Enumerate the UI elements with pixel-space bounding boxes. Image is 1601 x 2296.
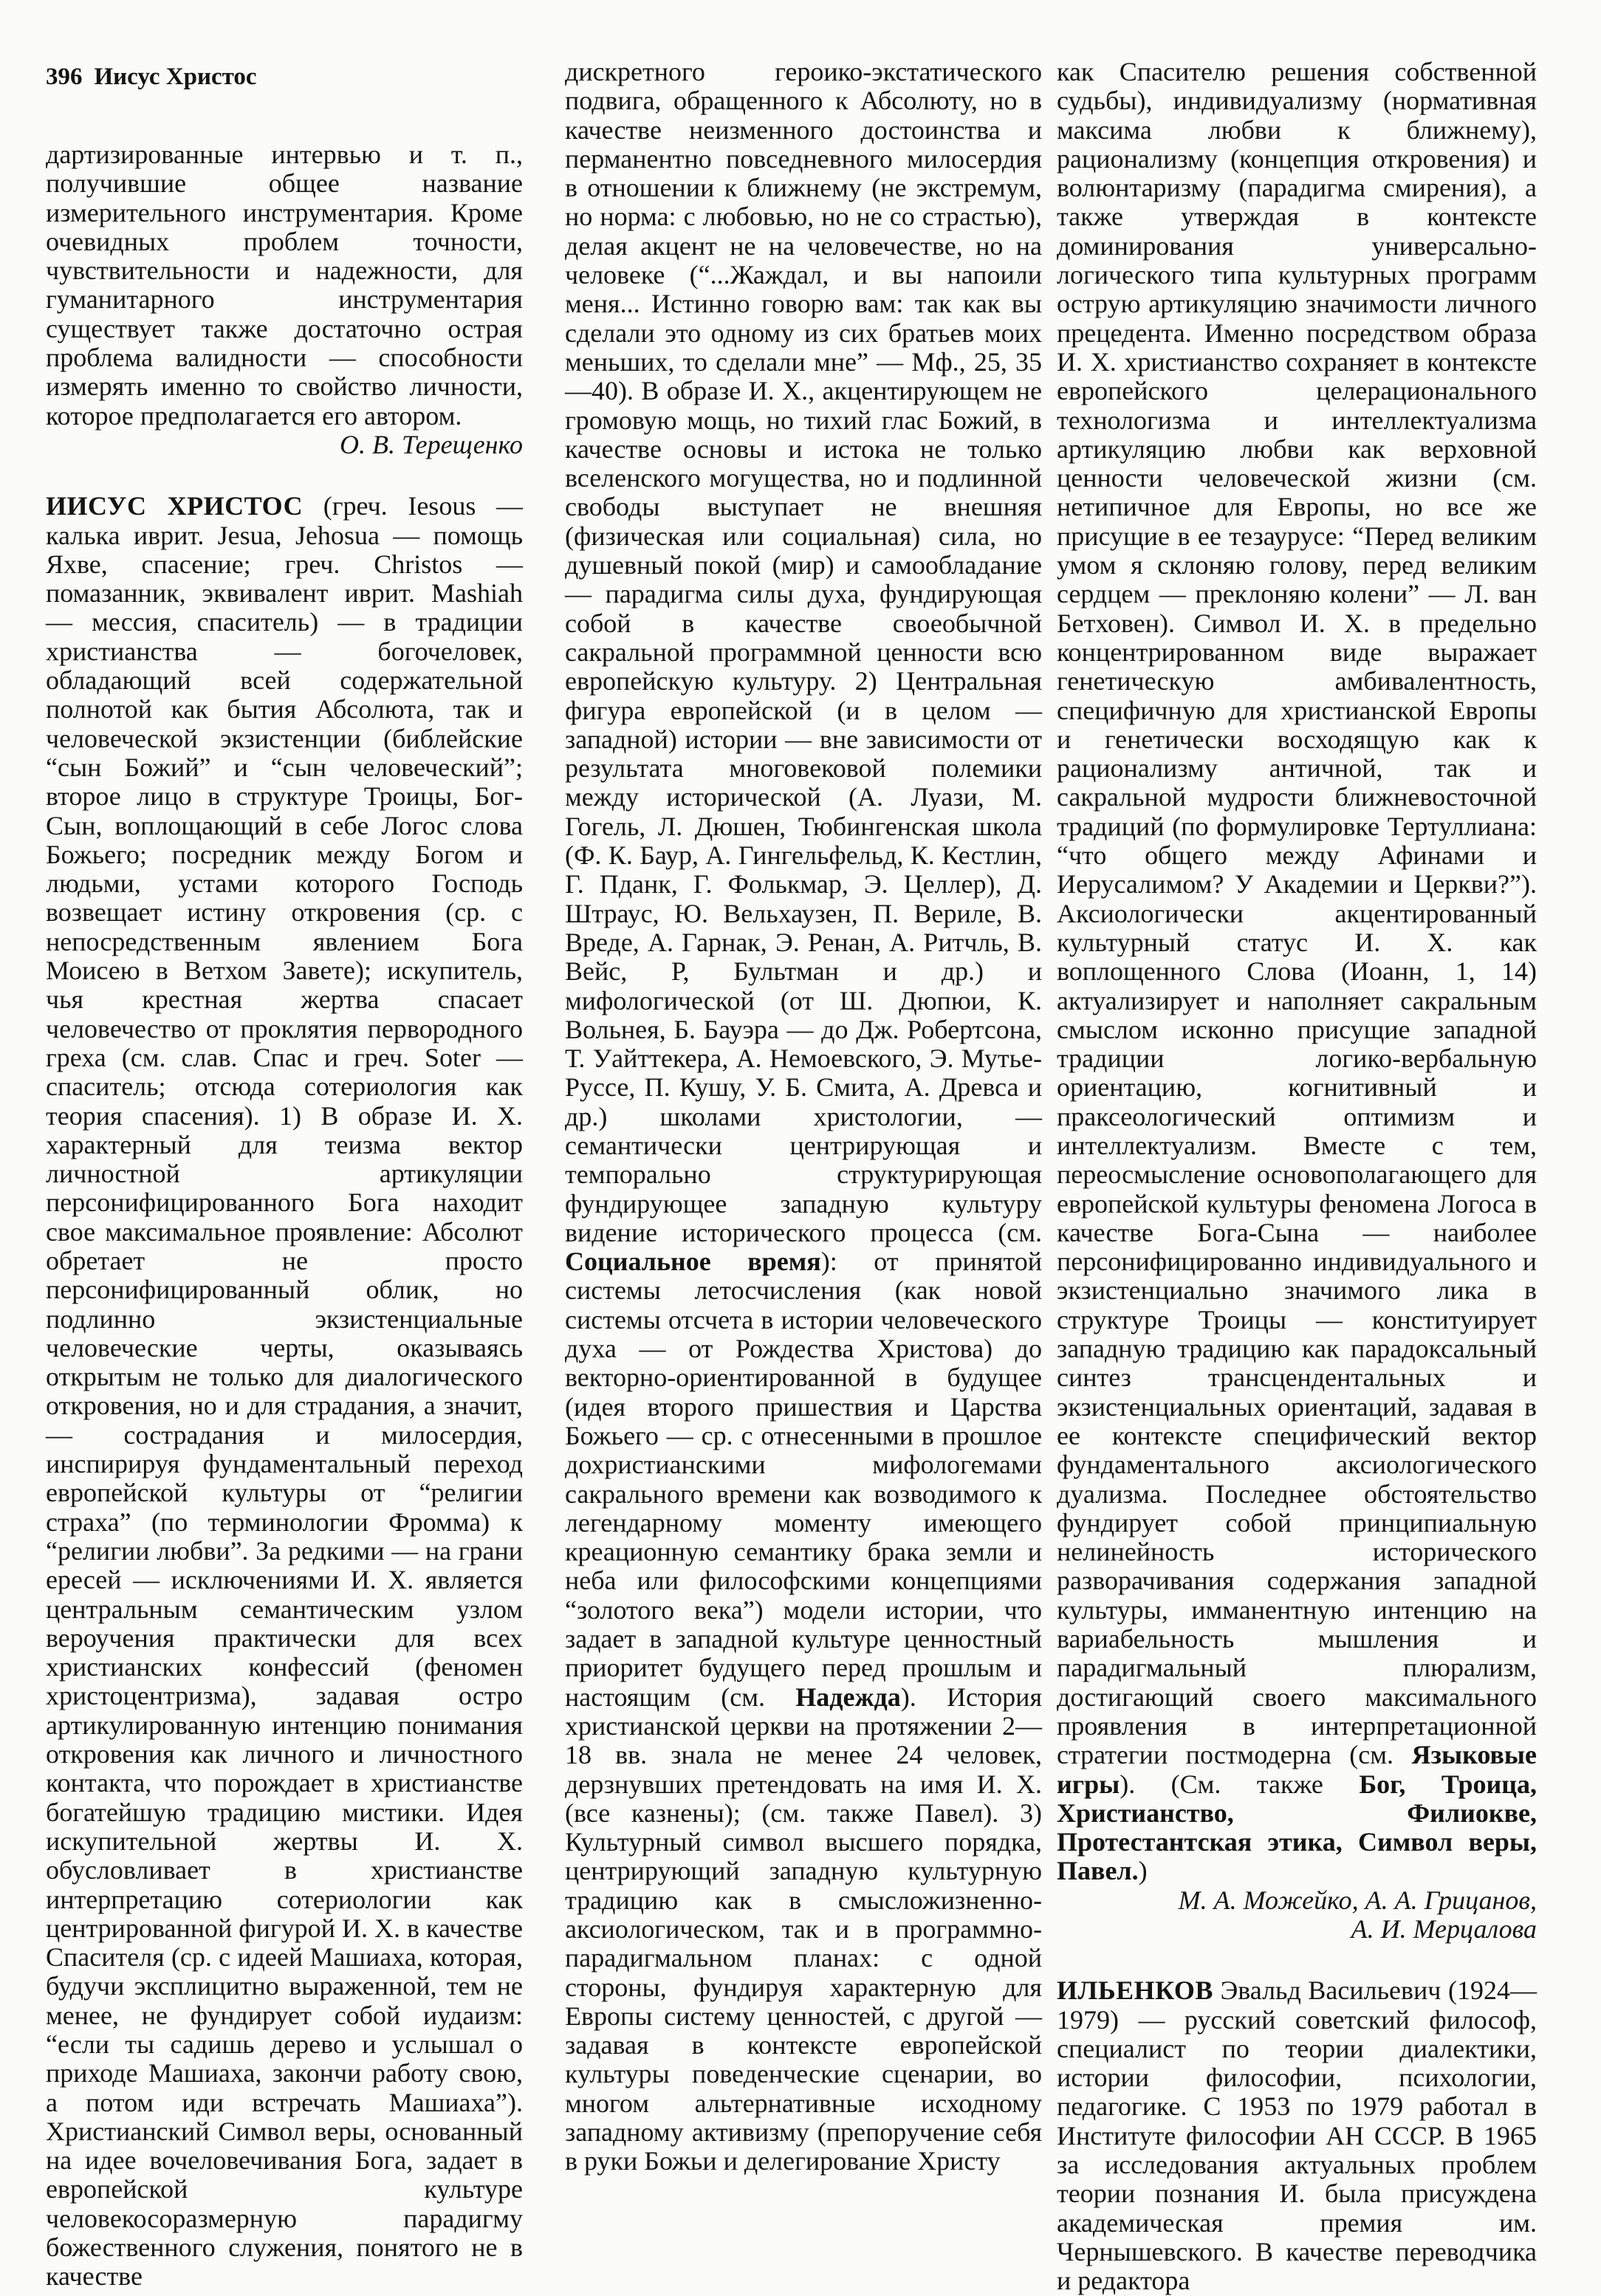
entry-headword: ИИСУС ХРИСТОС (46, 491, 304, 521)
column-1 (46, 140, 523, 2292)
text-segment: ). (См. также (1120, 1769, 1360, 1799)
cross-reference: Языковые игры (1057, 1740, 1537, 1799)
column-2 (565, 58, 1042, 2176)
page-number: 396 (46, 64, 83, 90)
cross-reference: Бог, Троица, Христианство, Филиокве, Протестантская этика, Символ веры, Павел. (1057, 1769, 1537, 1886)
entry-body: (греч. Iesous — калька иврит. Jesua, Jehosua — помощь Яхве, спасение; греч. Christos — помазанник, эквивалент иврит. Mashiah — мессия, спаситель) — в традиции христианства — богочеловек, обладающий всей содержательной полнотой как бытия Абсолюта, так и человеческой экзистенции (библейские “сын Божий” и “сын человеческий”; второе лицо в структуре Троицы, Бог-Сын, воплощающий в себе Логос слова Божьего; посредник между Богом и людьми, устами которого Господь возвещает истину откровения (ср. с непосредственным явлением Бога Моисею в Ветхом Завете); искупитель, чья крестная жертва спасает человечество от проклятия первородного греха (см. слав. Спас и греч. Soter — спаситель; отсюда сотериология как теория спасения). 1) В образе И. Х. характерный для теизма вектор личностной артикуляции персонифицированного Бога находит свое максимальное проявление: Абсолют обретает не просто персонифицированный облик, но подлинно экзистенциальные человеческие черты, оказываясь открытым не только для диалогического откровения, но и для страдания, а значит, — сострадания и милосердия, инспирируя фундаментальный переход европейской культуры от “религии страха” (по терминологии Фромма) к “религии любви”. За редкими — на грани ересей — исключениями И. Х. является центральным семантическим узлом вероучения практически для всех христианских конфессий (феномен христоцентризма), задавая остро артикулированную интенцию понимания откровения как личного и личностного контакта, что порождает в христианстве богатейшую традицию мистики. Идея искупительной жертвы И. Х. обусловливает в христианстве интерпретацию сотериологии как центрированной фигурой И. Х. в качестве Спасителя (ср. с идеей Машиаха, которая, будучи эксплицитно выраженной, тем не менее, не фундирует собой иудаизм: “если ты садишь дерево и услышал о приходе Машиаха, закончи работу свою, а потом иди встречать Машиаха”). Христианский Символ веры, основанный на идее вочеловечивания Бога, задает в европейской культуре человекосоразмерную парадигму божественного служения, понятого не в качестве (46, 491, 523, 2292)
entry-continuation (565, 58, 1042, 2176)
entry-iisus-khristos (46, 492, 523, 2291)
entry-continuation (1057, 58, 1537, 1886)
previous-entry-author: О. В. Терещенко (339, 429, 523, 459)
text-segment: ): от принятой системы летосчисления (как новой системы отсчета в истории человеческого духа — от Рождества Христова) до векторно-ориентированной в будущее (идея второго пришествия и Царства Божьего — ср. с отнесенными в прошлое дохристианскими мифологемами сакрального времени как возводимого к легендарному моменту имеющего креационную семантику брака земли и неба или философскими концепциями “золотого века”) модели истории, что задает в западной культуре ценностный приоритет будущего перед прошлым и настоящим (см. (565, 1247, 1042, 1712)
running-head (46, 62, 257, 92)
entry-authors-line-2: А. И. Мерцалова (1351, 1914, 1537, 1944)
text-segment: дискретного героико-экстатического подвига, обращенного к Абсолюту, но в качестве неизменного достоинства и перманентно повседневного милосердия в отношении к ближнему (не экстремум, но норма: с любовью, но не со страстью), делая акцент не на человечестве, но на человеке (“...Жаждал, и вы напоили меня... Истинно говорю вам: так как вы сделали это одному из сих братьев моих меньших, то сделали мне” — Мф., 25, 35—40). В образе И. Х., акцентирующем не громовую мощь, но тихий глас Божий, в качестве основы и истока не только вселенского могущества, но и подлинной свободы выступает не внешняя (физическая или социальная) сила, но душевный покой (мир) и самообладание — парадигма силы духа, фундирующая собой в качестве своеобычной сакральной программной ценности всю европейскую культуру. 2) Центральная фигура европейской (и в целом — западной) истории — вне зависимости от результата многовековой полемики между исторической (А. Луази, М. Гогель, Л. Дюшен, Тюбингенская школа (Ф. К. Баур, А. Гингельфельд, К. Кестлин, Г. Пданк, Г. Фолькмар, Э. Целлер), Д. Штраус, Ю. Вельхаузен, П. Вериле, В. Вреде, А. Гарнак, Э. Ренан, А. Ритчль, В. Вейс, Р, Бультман и др.) и мифологической (от Ш. Дюпюи, К. Вольнея, Б. Бауэра — до Дж. Робертсона, Т. Уайттекера, А. Немоевского, Э. Мутье-Руссе, П. Кушу, У. Б. Смита, А. Древса и др.) школами христологии, — семантически центрирующая и темпорально структурирующая фундирующее западную культуру видение исторического процесса (см. (565, 57, 1042, 1247)
running-head-title: Иисус Христос (94, 64, 257, 90)
column-3 (1057, 58, 1537, 2296)
previous-entry-ending: дартизированные интервью и т. п., получившие общее название измерительного инструментария. Кроме очевидных проблем точности, чувствительности и надежности, для гуманитарного инструментария существует также достаточно острая проблема валидности — способности измерять именно то свойство личности, которое предполагается его автором. (46, 140, 523, 431)
text-segment: ). История христианской церкви на протяжении 2—18 вв. знала не менее 24 человек, дерзнувших претендовать на имя И. Х. (все казнены); (см. также Павел). 3) Культурный символ высшего порядка, центрирующий западную культурную традицию как в смысложизненно-аксиологическом, так и в программно-парадигмальном планах: с одной стороны, фундируя характерную для Европы систему ценностей, с другой — задавая в контексте европейской культуры поведенческие сценарии, во многом альтернативные исходному западному активизму (препоручение себя в руки Божьи и делегирование Христу (565, 1682, 1042, 2176)
entry-headword: ИЛЬЕНКОВ (1057, 1975, 1213, 2006)
entry-ilyenkov (1057, 1976, 1537, 2295)
entry-authors-line-1: М. А. Можейко, А. А. Грицанов, (1178, 1885, 1537, 1915)
entry-body: Эвальд Васильевич (1924—1979) — русский советский философ, специалист по теории диалектики, истории философии, психологии, педагогике. С 1953 по 1979 работал в Институте философии АН СССР. В 1965 за исследования актуальных проблем теории познания И. была присуждена академическая премия им. Чернышевского. В качестве переводчика и редактора (1057, 1975, 1537, 2296)
text-segment: как Спасителю решения собственной судьбы), индивидуализму (нормативная максима любви к ближнему), рационализму (концепция откровения) и волюнтаризму (парадигма смирения), а также утверждая в контексте доминирования универсально-логического типа культурных программ острую артикуляцию значимости личного прецедента. Именно посредством образа И. Х. христианство сохраняет в контексте европейского целерационального технологизма и интеллектуализма артикуляцию любви как верховной ценности человеческой жизни (см. нетипичное для Европы, но все же присущие в ее тезаурусе: “Перед великим умом я склоняю голову, перед великим сердцем — преклоняю колени” — Л. ван Бетховен). Символ И. Х. в предельно концентрированном виде выражает генетическую амбивалентность, специфичную для христианской Европы и генетически восходящую как к рационализму античной, так и сакральной мудрости ближневосточной традиций (по формулировке Тертуллиана: “что общего между Афинами и Иерусалимом? У Академии и Церкви?”). Аксиологически акцентированный культурный статус И. Х. как воплощенного Слова (Иоанн, 1, 14) актуализирует и наполняет сакральным смыслом исконно присущие западной традиции логико-вербальную ориентацию, когнитивный и праксеологический оптимизм и интеллектуализм. Вместе с тем, переосмысление основополагающего для европейской культуры феномена Логоса в качестве Бога-Сына — наиболее персонифицированно индивидуального и экзистенциально значимого лика в структуре Троицы — конституирует западную традицию как парадоксальный синтез трансцендентальных и экзистенциальных ориентаций, задавая в ее контексте специфический вектор фундаментального аксиологического дуализма. Последнее обстоятельство фундирует собой принципиальную нелинейность исторического разворачивания содержания западной культуры, имманентную интенцию на вариабельность мышления и парадигмальный плюрализм, достигающий своего максимального проявления в интерпретационной стратегии постмодерна (см. (1057, 57, 1537, 1770)
cross-reference: Социальное время (565, 1247, 821, 1277)
text-segment: ) (1138, 1856, 1148, 1886)
cross-reference: Надежда (795, 1682, 901, 1712)
